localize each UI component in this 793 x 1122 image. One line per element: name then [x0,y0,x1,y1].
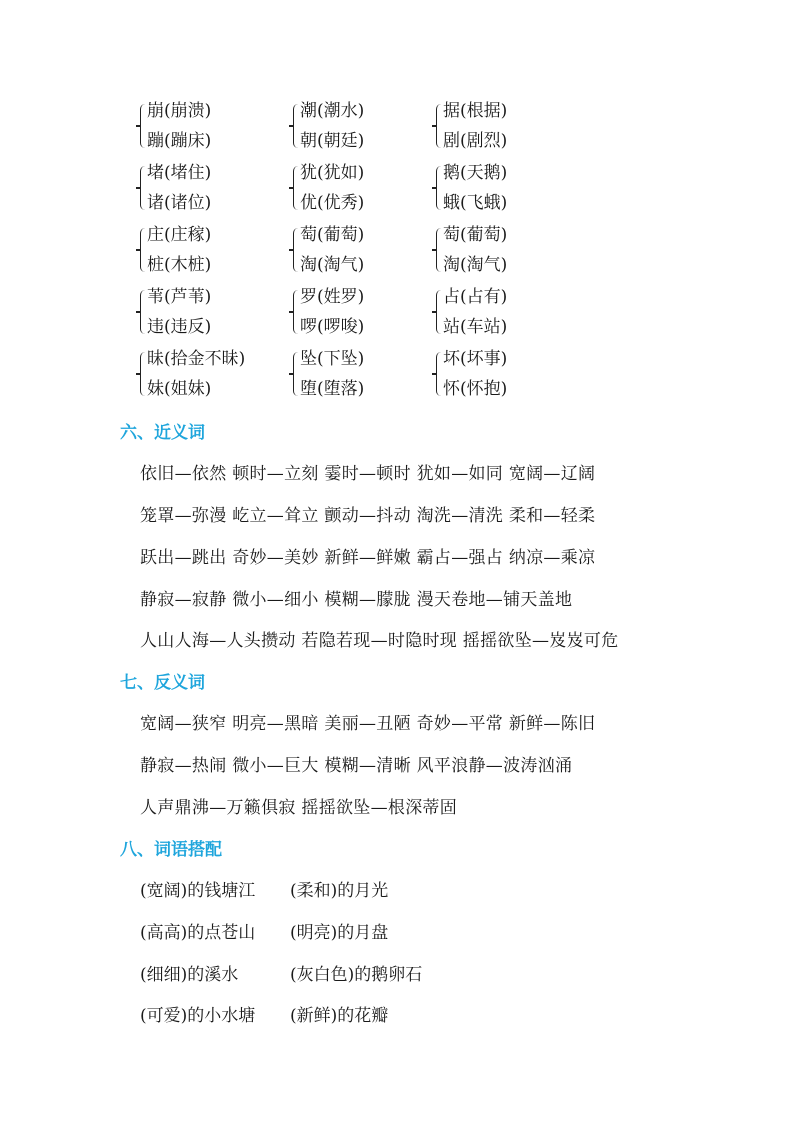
collocation-item: (新鲜)的花瓣 [290,1006,389,1026]
pair-word: 剧(剧烈) [443,131,508,151]
collocation-item: (细细)的溪水 [140,965,239,985]
pair-word: 蹦(蹦床) [147,131,212,151]
pair-word: 朝(朝廷) [300,131,365,151]
char-pair [293,282,364,344]
brace-icon [293,352,299,396]
collocation-item: (可爱)的小水塘 [140,1006,256,1026]
brace-icon [140,290,146,334]
brace-icon [293,228,299,272]
char-pair [140,282,211,344]
pair-word: 淘(淘气) [443,255,508,275]
pair-word: 优(优秀) [300,193,365,213]
brace-icon [140,228,146,272]
pair-word: 占(占有) [443,287,508,307]
char-pair [436,158,507,220]
pair-word: 怀(怀抱) [443,379,508,399]
char-pair [293,344,364,406]
char-pair [293,220,364,282]
antonym-line: 宽阔—狭窄 明亮—黑暗 美丽—丑陋 奇妙—平常 新鲜—陈旧 [140,714,596,734]
pair-word: 桩(木桩) [147,255,212,275]
synonym-line: 笼罩—弥漫 屹立—耸立 颤动—抖动 淘洗—清洗 柔和—轻柔 [140,506,596,526]
collocation-item: (灰白色)的鹅卵石 [290,965,423,985]
brace-icon [436,228,442,272]
pair-word: 庄(庄稼) [147,225,212,245]
pair-word: 蛾(飞蛾) [443,193,508,213]
char-pair [140,220,211,282]
synonym-line: 人山人海—人头攒动 若隐若现—时隐时现 摇摇欲坠—岌岌可危 [140,631,619,651]
brace-icon [140,166,146,210]
synonym-line: 依旧—依然 顿时—立刻 霎时—顿时 犹如—如同 宽阔—辽阔 [140,464,596,484]
pair-word: 犹(犹如) [300,163,365,183]
pair-word: 萄(葡萄) [300,225,365,245]
char-pair [293,96,364,158]
brace-icon [436,104,442,148]
pair-word: 罗(姓罗) [300,287,365,307]
pair-word: 违(违反) [147,317,212,337]
pair-word: 昧(拾金不昧) [147,349,246,369]
synonyms-heading: 六、近义词 [120,423,205,443]
collocation-item: (宽阔)的钱塘江 [140,881,256,901]
collocation-item: (高高)的点苍山 [140,923,256,943]
pair-word: 淘(淘气) [300,255,365,275]
pair-word: 崩(崩溃) [147,101,212,121]
pair-word: 潮(潮水) [300,101,365,121]
char-pair [293,158,364,220]
synonym-line: 静寂—寂静 微小—细小 模糊—朦胧 漫天卷地—铺天盖地 [140,590,573,610]
char-pair [436,96,507,158]
char-pair [140,344,245,406]
antonym-line: 人声鼎沸—万籁俱寂 摇摇欲坠—根深蒂固 [140,798,458,818]
pair-word: 坏(坏事) [443,349,508,369]
antonyms-heading: 七、反义词 [120,673,205,693]
antonym-line: 静寂—热闹 微小—巨大 模糊—清晰 风平浪静—波涛汹涌 [140,756,573,776]
brace-icon [436,290,442,334]
pair-word: 萄(葡萄) [443,225,508,245]
brace-icon [293,290,299,334]
brace-icon [436,166,442,210]
char-pair [436,282,507,344]
brace-icon [140,104,146,148]
collocation-item: (明亮)的月盘 [290,923,389,943]
pair-word: 堵(堵住) [147,163,212,183]
pair-word: 诸(诸位) [147,193,212,213]
brace-icon [293,166,299,210]
char-pair [140,96,211,158]
pair-word: 鹅(天鹅) [443,163,508,183]
char-pair [140,158,211,220]
char-pair [436,220,507,282]
pair-word: 据(根据) [443,101,508,121]
pair-word: 堕(堕落) [300,379,365,399]
brace-icon [436,352,442,396]
char-pair [436,344,507,406]
collocation-item: (柔和)的月光 [290,881,389,901]
pair-word: 啰(啰唆) [300,317,365,337]
pair-word: 坠(下坠) [300,349,365,369]
synonym-line: 跃出—跳出 奇妙—美妙 新鲜—鲜嫩 霸占—强占 纳凉—乘凉 [140,548,596,568]
brace-icon [140,352,146,396]
pair-word: 站(车站) [443,317,508,337]
pair-word: 苇(芦苇) [147,287,212,307]
pair-word: 妹(姐妹) [147,379,212,399]
collocations-heading: 八、词语搭配 [120,840,222,860]
brace-icon [293,104,299,148]
